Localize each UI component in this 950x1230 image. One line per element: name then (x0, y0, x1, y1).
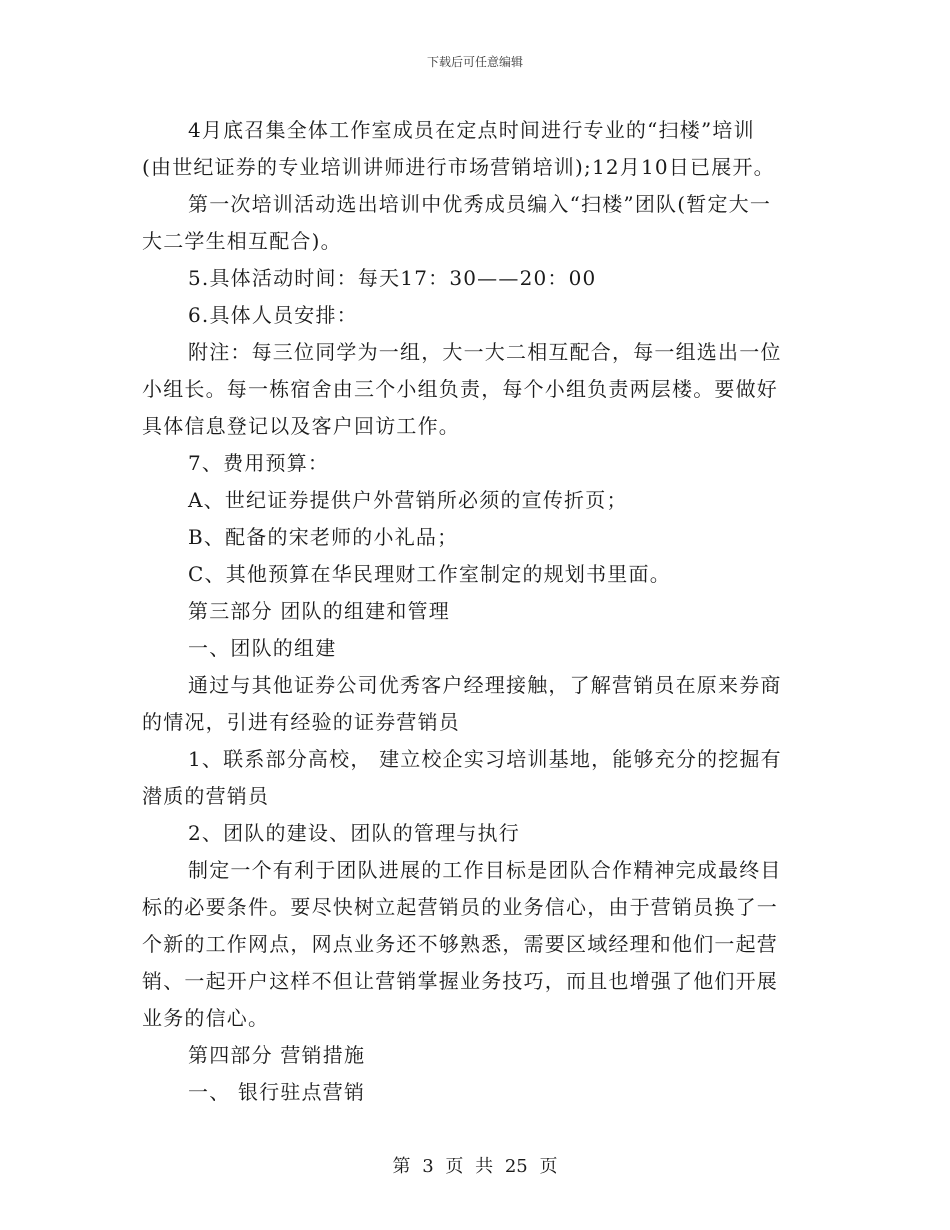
text-line: 第一次培训活动选出培训中优秀成员编入“扫楼”团队(暂定大一 (188, 192, 772, 216)
text-line: 潜质的营销员 (142, 784, 270, 808)
text-line: 个新的工作网点，网点业务还不够熟悉，需要区域经理和他们一起营 (142, 932, 778, 956)
text-line: 的情况，引进有经验的证券营销员 (142, 710, 460, 734)
text-line: B、配备的宋老师的小礼品； (188, 525, 459, 549)
subsection-heading: 一、团队的组建 (188, 636, 337, 660)
text-line: 大二学生相互配合)。 (142, 229, 342, 253)
text-line: 具体信息登记以及客户回访工作。 (142, 414, 460, 438)
text-line: 小组长。每一栋宿舍由三个小组负责，每个小组负责两层楼。要做好 (142, 377, 778, 401)
text-line: C、其他预算在华民理财工作室制定的规划书里面。 (188, 562, 671, 586)
text-line: 6.具体人员安排： (188, 303, 358, 327)
text-line: 2、团队的建设、团队的管理与执行 (188, 821, 520, 845)
text-line: 7、费用预算： (188, 451, 330, 475)
section-heading: 第三部分 团队的组建和管理 (188, 599, 450, 623)
text-line: 制定一个有利于团队进展的工作目标是团队合作精神完成最终目 (188, 858, 782, 882)
page-header: 下载后可任意编辑 (426, 55, 523, 69)
text-line: A、世纪证券提供户外营销所必须的宣传折页； (188, 488, 628, 512)
page-number: 第 3 页 共 25 页 (392, 1156, 558, 1177)
subsection-heading: 一、 银行驻点营销 (188, 1080, 366, 1104)
section-heading: 第四部分 营销措施 (188, 1043, 366, 1067)
text-line: 附注：每三位同学为一组，大一大二相互配合，每一组选出一位 (188, 340, 782, 364)
text-line: 5.具体活动时间：每天17：30——20：00 (188, 266, 597, 290)
text-line: 业务的信心。 (142, 1006, 270, 1030)
text-line: 4月底召集全体工作室成员在定点时间进行专业的“扫楼”培训 (188, 118, 755, 142)
text-line: 标的必要条件。要尽快树立起营销员的业务信心，由于营销员换了一 (142, 895, 778, 919)
text-line: 销、一起开户这样不但让营销掌握业务技巧，而且也增强了他们开展 (142, 969, 778, 993)
text-line: (由世纪证券的专业培训讲师进行市场营销培训);12月10日已展开。 (142, 155, 775, 179)
text-line: 通过与其他证券公司优秀客户经理接触，了解营销员在原来券商 (188, 673, 782, 697)
text-line: 1、联系部分高校， 建立校企实习培训基地，能够充分的挖掘有 (188, 747, 782, 771)
